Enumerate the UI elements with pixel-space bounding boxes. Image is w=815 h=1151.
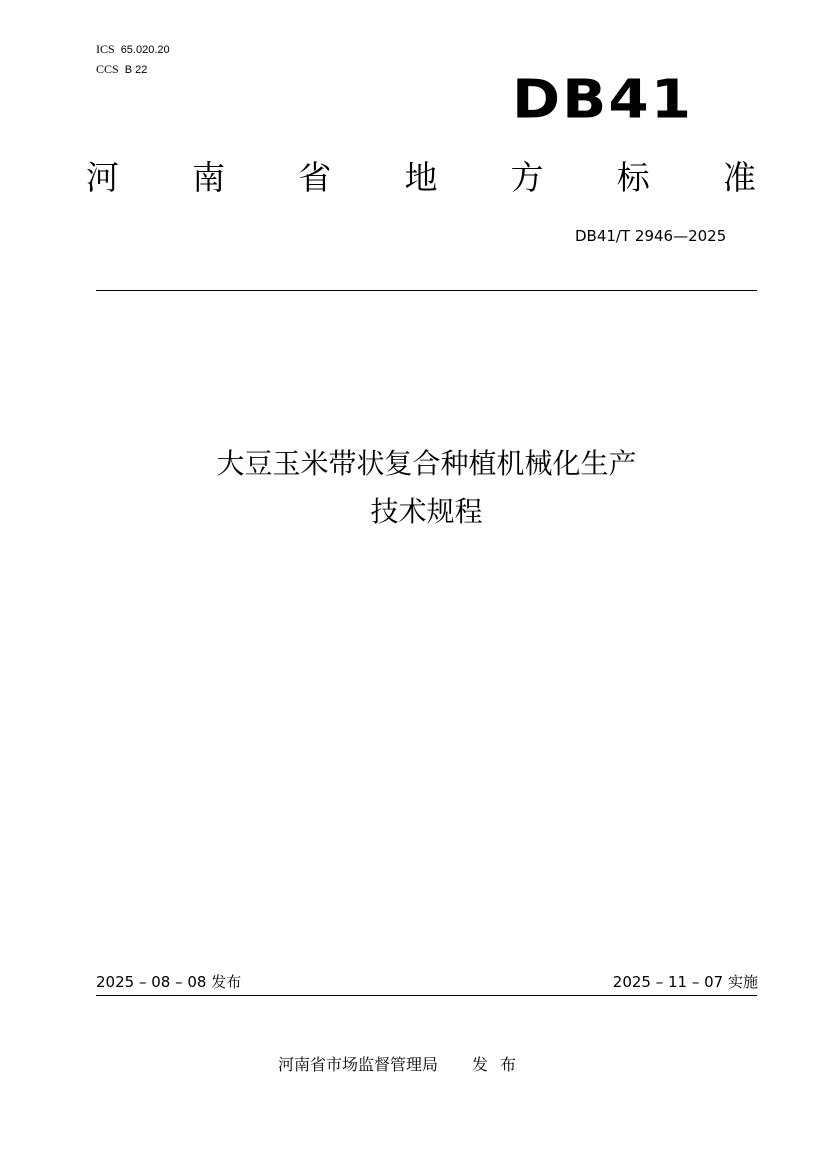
header-divider (96, 290, 757, 291)
ccs-classification (96, 62, 147, 77)
issue-verb: 发布 (472, 1055, 529, 1074)
standard-category-char: 标 (616, 158, 650, 197)
ccs-label: CCS (96, 62, 119, 76)
standard-category-title (86, 158, 756, 198)
publish-date: 2025 – 08 – 08 发布 (96, 973, 242, 991)
effective-date: 2025 – 11 – 07 实施 (612, 973, 758, 991)
document-title-line-1: 大豆玉米带状复合种植机械化生产 (216, 447, 637, 480)
ics-classification (96, 42, 170, 57)
issuing-authority (278, 1054, 528, 1076)
standard-number: DB41/T 2946—2025 (575, 227, 727, 245)
standard-category-char: 地 (404, 158, 438, 197)
ics-label: ICS (96, 42, 115, 56)
standard-category-char: 省 (298, 158, 332, 197)
issuer-name: 河南省市场监督管理局 (278, 1055, 439, 1074)
ics-code: 65.020.20 (120, 44, 170, 56)
footer-divider (96, 995, 757, 996)
standard-category-char: 南 (192, 158, 226, 197)
ccs-code: B 22 (124, 64, 148, 76)
db-standard-logo: DB41 (512, 68, 694, 131)
standard-category-char: 准 (722, 158, 756, 197)
document-title-line-2: 技术规程 (370, 495, 483, 528)
standard-category-char: 河 (86, 158, 119, 197)
standard-category-char: 方 (510, 158, 544, 197)
